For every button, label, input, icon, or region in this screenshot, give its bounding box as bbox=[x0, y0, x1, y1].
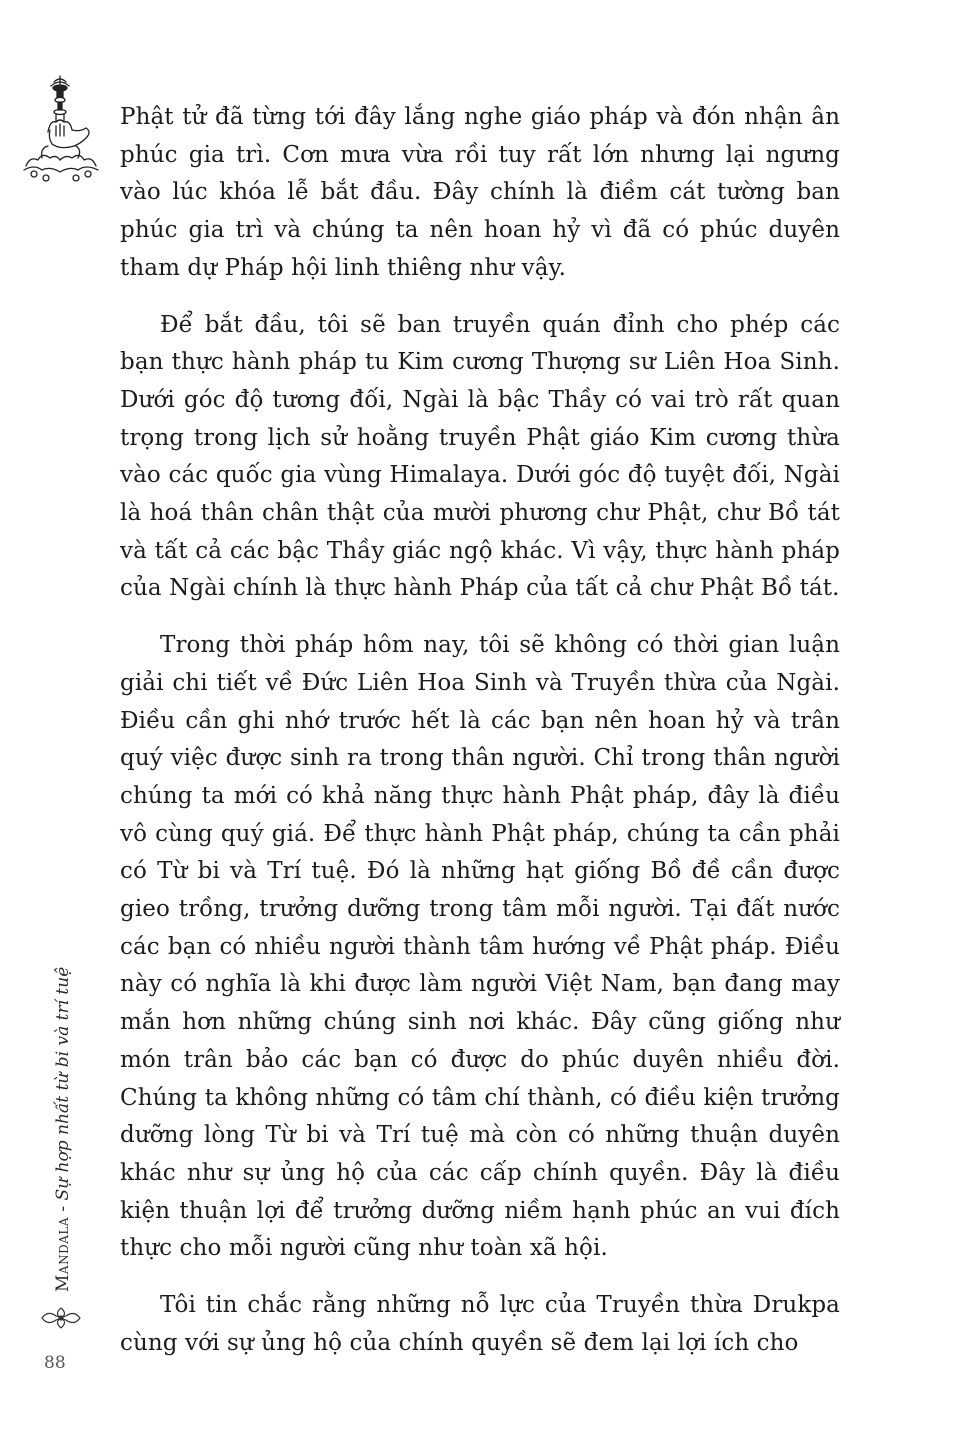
body-text bbox=[120, 99, 840, 1363]
book-title: Mandala bbox=[53, 1217, 73, 1292]
running-header bbox=[52, 967, 74, 1292]
paragraph: Phật tử đã từng tới đây lắng nghe giáo pháp và đón nhận ân phúc gia trì. Cơn mưa vừa rồi tuy rất lớn nhưng lại ngưng vào lúc khóa lễ bắt đầu. Đây chính là điềm cát tường ban phúc gia trì và chúng ta nên hoan hỷ vì đã có phúc duyên tham dự Pháp hội linh thiêng như vậy. bbox=[120, 104, 840, 281]
page-number: 88 bbox=[44, 1353, 66, 1373]
knot-ornament-icon bbox=[38, 1304, 84, 1332]
vajra-hand-icon bbox=[20, 74, 102, 184]
chapter-title: Sự hợp nhất từ bi và trí tuệ bbox=[53, 966, 73, 1201]
paragraph: Để bắt đầu, tôi sẽ ban truyền quán đỉnh cho phép các bạn thực hành pháp tu Kim cương Thượng sư Liên Hoa Sinh. Dưới góc độ tương đối, Ngài là bậc Thầy có vai trò rất quan trọng trong lịch sử hoằng truyền Phật giáo Kim cương thừa vào các quốc gia vùng Himalaya. Dưới góc độ tuyệt đối, Ngài là hoá thân chân thật của mười phương chư Phật, chư Bồ tát và tất cả các bậc Thầy giác ngộ khác. Vì vậy, thực hành pháp của Ngài chính là thực hành Pháp của tất cả chư Phật Bồ tát. bbox=[120, 311, 840, 602]
paragraph: Trong thời pháp hôm nay, tôi sẽ không có thời gian luận giải chi tiết về Đức Liên Hoa Sinh và Truyền thừa của Ngài. Điều cần ghi nhớ trước hết là các bạn nên hoan hỷ và trân quý việc được sinh ra trong thân người. Chỉ trong thân người chúng ta mới có khả năng thực hành Phật pháp, đây là điều vô cùng quý giá. Để thực hành Phật pháp, chúng ta cần phải có Từ bi và Trí tuệ. Đó là những hạt giống Bồ đề cần được gieo trồng, trưởng dưỡng trong tâm mỗi người. Tại đất nước các bạn có nhiều người thành tâm hướng về Phật pháp. Điều này có nghĩa là khi được làm người Việt Nam, bạn đang may mắn hơn những chúng sinh nơi khác. Đây cũng giống như món trân bảo các bạn có được do phúc duyên nhiều đời. Chúng ta không những có tâm chí thành, có điều kiện trưởng dưỡng lòng Từ bi và Trí tuệ mà còn có những thuận duyên khác như sự ủng hộ của các cấp chính quyền. Đây là điều kiện thuận lợi để trưởng dưỡng niềm hạnh phúc an vui đích thực cho mỗi người cũng như toàn xã hội. bbox=[120, 632, 840, 1262]
header-separator: - bbox=[53, 1200, 73, 1217]
paragraph: Tôi tin chắc rằng những nỗ lực của Truyền thừa Drukpa cùng với sự ủng hộ của chính quyền sẽ đem lại lợi ích cho bbox=[120, 1292, 840, 1356]
